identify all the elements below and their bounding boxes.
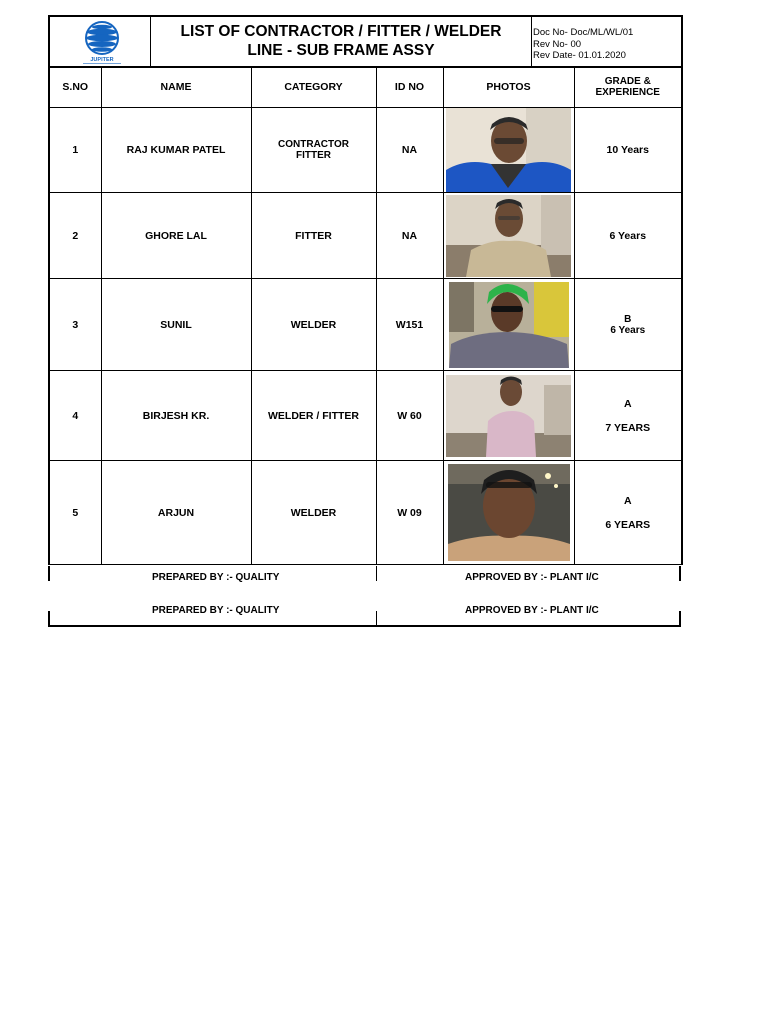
jupiter-logo bbox=[50, 17, 150, 67]
cell-photo bbox=[443, 371, 574, 461]
approved-by-label: APPROVED BY :- PLANT I/C bbox=[465, 572, 599, 583]
prepared-by-label: PREPARED BY :- QUALITY bbox=[152, 572, 280, 583]
cell-name: RAJ KUMAR PATEL bbox=[101, 108, 251, 193]
contractor-list-sheet bbox=[48, 15, 681, 627]
grade-line2: 7 YEARS bbox=[605, 421, 651, 434]
cell-category: WELDER bbox=[251, 279, 376, 371]
revision-number: Rev No- 00 bbox=[533, 38, 582, 50]
worker-photo bbox=[446, 195, 571, 277]
cell-grade bbox=[574, 279, 682, 371]
col-header-sno: S.NO bbox=[49, 67, 101, 108]
cell-name: BIRJESH KR. bbox=[101, 371, 251, 461]
title-cell bbox=[151, 17, 532, 67]
table-header-row bbox=[49, 67, 682, 108]
cell-photo bbox=[443, 461, 574, 565]
cell-category: FITTER bbox=[251, 193, 376, 279]
cell-category bbox=[251, 108, 376, 193]
cell-id: NA bbox=[376, 193, 443, 279]
cell-category: WELDER bbox=[251, 461, 376, 565]
col-header-photos: PHOTOS bbox=[443, 67, 574, 108]
cell-id: W 09 bbox=[376, 461, 443, 565]
signature-row-top bbox=[48, 566, 681, 581]
table-row bbox=[49, 108, 682, 193]
worker-photo bbox=[449, 282, 569, 368]
prepared-by-label-repeat: PREPARED BY :- QUALITY bbox=[152, 605, 280, 616]
worker-photo bbox=[446, 108, 571, 192]
cell-photo bbox=[443, 279, 574, 371]
table-row bbox=[49, 193, 682, 279]
table-row bbox=[49, 371, 682, 461]
doc-info-cell bbox=[532, 17, 681, 67]
page-subtitle: LINE - SUB FRAME ASSY bbox=[247, 42, 435, 59]
category-line1: CONTRACTOR bbox=[278, 139, 349, 150]
cell-grade bbox=[574, 371, 682, 461]
cell-sno: 3 bbox=[49, 279, 101, 371]
cell-name: SUNIL bbox=[101, 279, 251, 371]
grade-header-line2: EXPERIENCE bbox=[595, 87, 660, 98]
col-header-id: ID NO bbox=[376, 67, 443, 108]
cell-grade: 6 Years bbox=[574, 193, 682, 279]
table-row bbox=[49, 461, 682, 565]
worker-photo bbox=[446, 375, 571, 457]
table-row bbox=[49, 279, 682, 371]
approved-by-label-repeat: APPROVED BY :- PLANT I/C bbox=[465, 605, 599, 616]
cell-sno: 4 bbox=[49, 371, 101, 461]
category-line2: FITTER bbox=[296, 150, 331, 161]
cell-id: W151 bbox=[376, 279, 443, 371]
logo-text: JUPITER bbox=[90, 57, 114, 63]
col-header-grade bbox=[574, 67, 682, 108]
grade-line1: 10 Years bbox=[606, 144, 649, 156]
grade-header-line1: GRADE & bbox=[604, 76, 651, 87]
doc-number: Doc No- Doc/ML/WL/01 bbox=[533, 27, 634, 38]
cell-category: WELDER / FITTER bbox=[251, 371, 376, 461]
cell-id: NA bbox=[376, 108, 443, 193]
sheet-header bbox=[48, 15, 683, 68]
cell-photo bbox=[443, 193, 574, 279]
signature-divider bbox=[376, 611, 377, 627]
grade-line1: B bbox=[624, 313, 632, 325]
grade-line1: A bbox=[623, 494, 632, 507]
cell-grade bbox=[574, 461, 682, 565]
signature-row-bottom bbox=[48, 605, 681, 627]
cell-name: GHORE LAL bbox=[101, 193, 251, 279]
revision-date: Rev Date- 01.01.2020 bbox=[533, 50, 626, 61]
page-title: LIST OF CONTRACTOR / FITTER / WELDER bbox=[180, 23, 502, 40]
worker-photo bbox=[448, 464, 570, 561]
cell-name: ARJUN bbox=[101, 461, 251, 565]
col-header-category: CATEGORY bbox=[251, 67, 376, 108]
grade-line1: A bbox=[623, 397, 632, 410]
cell-sno: 5 bbox=[49, 461, 101, 565]
cell-grade bbox=[574, 108, 682, 193]
grade-line2: 6 YEARS bbox=[605, 518, 651, 531]
cell-photo bbox=[443, 108, 574, 193]
cell-sno: 1 bbox=[49, 108, 101, 193]
grade-line2: 6 Years bbox=[610, 324, 646, 336]
col-header-name: NAME bbox=[101, 67, 251, 108]
cell-sno: 2 bbox=[49, 193, 101, 279]
signature-divider bbox=[376, 566, 377, 581]
cell-id: W 60 bbox=[376, 371, 443, 461]
logo-cell bbox=[50, 17, 151, 67]
contractor-table bbox=[48, 66, 683, 565]
